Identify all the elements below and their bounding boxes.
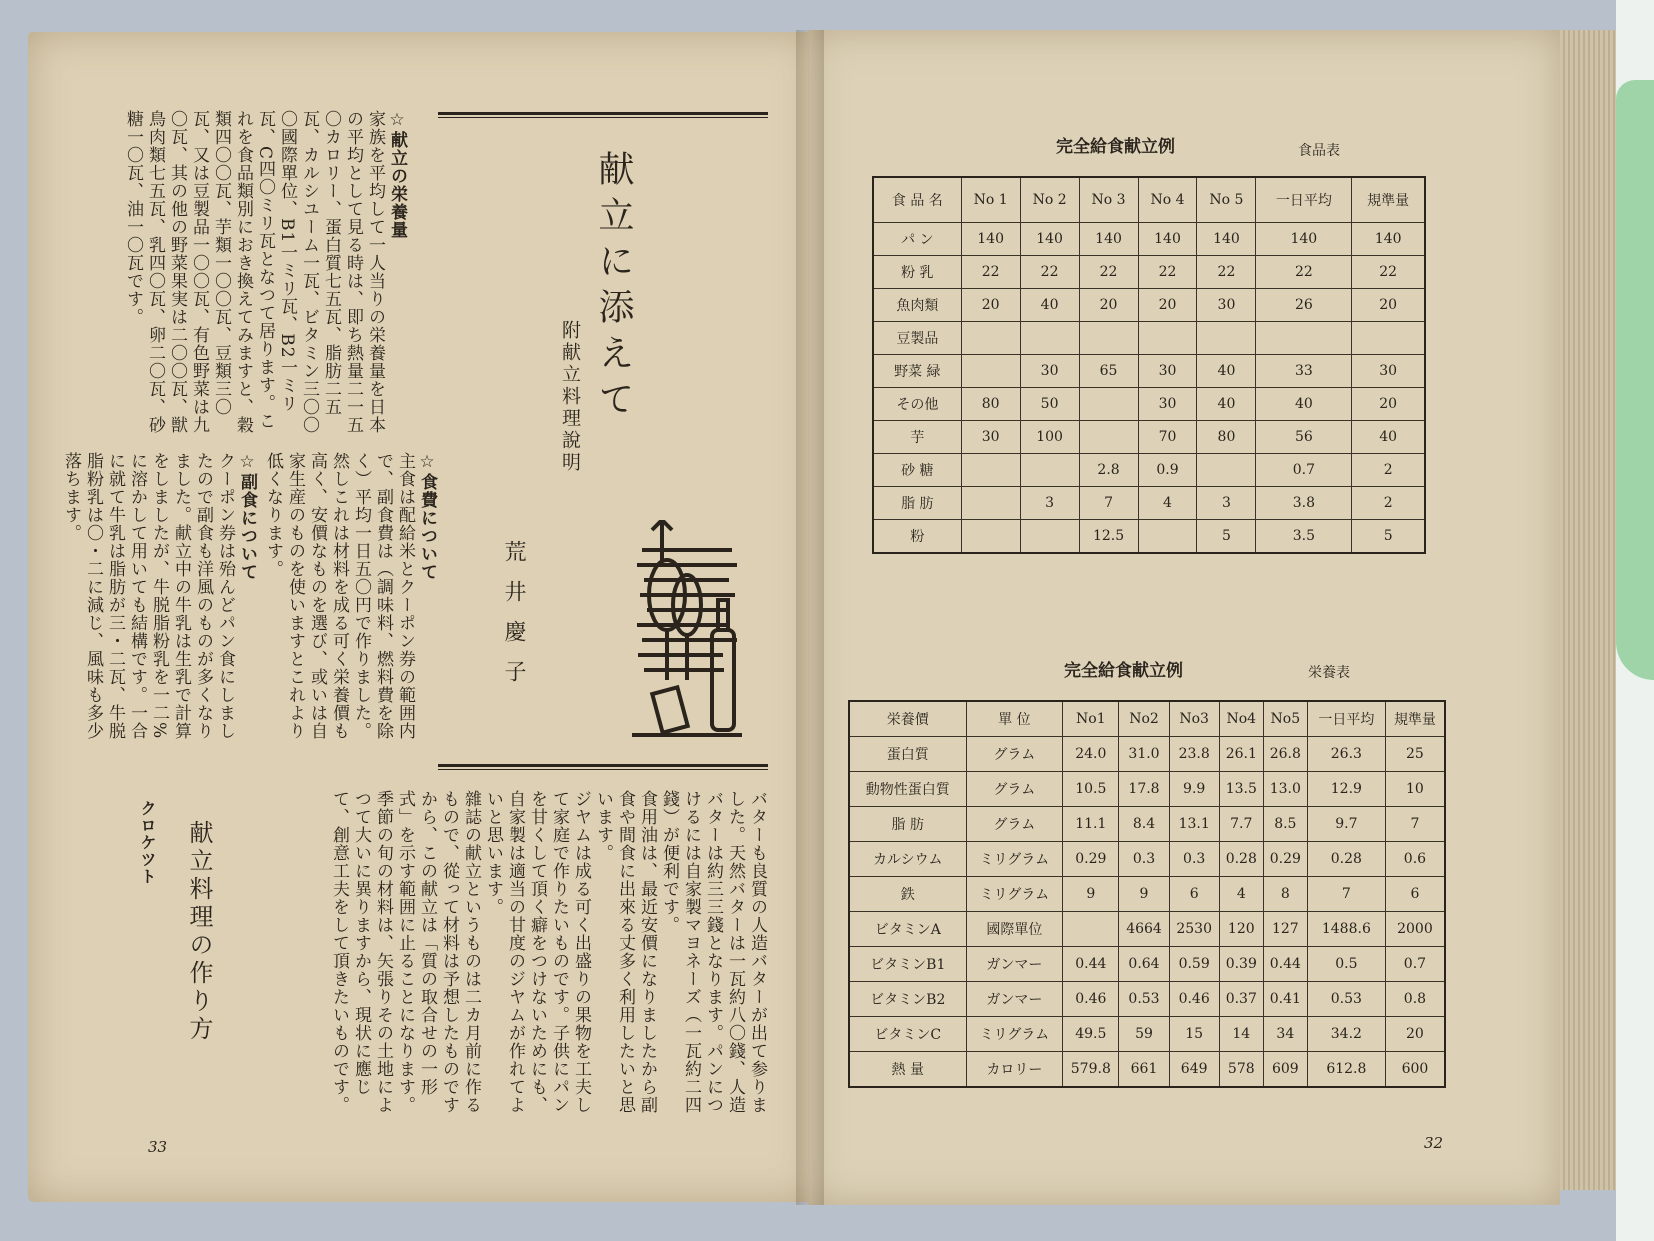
- lower-text-block: [258, 790, 768, 1120]
- recipe-heading: 献立料理の作り方: [185, 820, 213, 1044]
- table-cell: 661: [1119, 1052, 1169, 1088]
- table-row: [849, 1017, 1445, 1052]
- table-cell: 140: [1352, 223, 1425, 256]
- paragraph: ジヤムは成る可く出盛りの果物を工夫して家庭で作りたいものです。子供にパンを甘くして頂く癖をつけないためにも、自家製は適当の甘度のジヤムが作れてよいと思います。: [483, 790, 591, 1114]
- table-cell: 80: [1197, 421, 1256, 454]
- table-cell: 17.8: [1119, 772, 1169, 807]
- table-cell: 8.5: [1263, 807, 1307, 842]
- table-cell: [961, 454, 1020, 487]
- table-header-row: [873, 177, 1425, 223]
- table-cell: [1197, 454, 1256, 487]
- row-label: 砂 糖: [873, 454, 961, 487]
- table-row: [849, 877, 1445, 912]
- table-cell: 8.4: [1119, 807, 1169, 842]
- table-cell: 26: [1256, 289, 1352, 322]
- column-header: No4: [1219, 701, 1263, 737]
- table-cell: 0.46: [1063, 982, 1119, 1017]
- table-cell: 0.46: [1169, 982, 1219, 1017]
- table-cell: ガンマー: [966, 982, 1063, 1017]
- table-cell: ミリグラム: [966, 1017, 1063, 1052]
- table-cell: 20: [1079, 289, 1138, 322]
- table-cell: 13.1: [1169, 807, 1219, 842]
- table-cell: ガンマー: [966, 947, 1063, 982]
- table-cell: 10.5: [1063, 772, 1119, 807]
- table-cell: 5: [1197, 520, 1256, 554]
- table-cell: ミリグラム: [966, 842, 1063, 877]
- table-cell: 國際單位: [966, 912, 1063, 947]
- table-cell: 33: [1256, 355, 1352, 388]
- book-fold: [796, 30, 824, 1205]
- nutrition-table: [848, 700, 1446, 1088]
- section-side-dish: [61, 452, 258, 752]
- column-header: No5: [1263, 701, 1307, 737]
- table-cell: 65: [1079, 355, 1138, 388]
- table-cell: [1020, 520, 1079, 554]
- table-cell: 578: [1219, 1052, 1263, 1088]
- table-cell: 20: [1385, 1017, 1445, 1052]
- row-label: 脂 肪: [849, 807, 966, 842]
- section-text: クーポン券は殆んどパン食にしましたので副食も洋風のものが多くなりました。献立中の牛乳は生乳で計算をしましたが、牛脱脂粉乳を一二%に溶かして用いても結構です。一合に就て牛乳は脂肪が三・二瓦、牛脱脂粉乳は〇・二に減じ、風味も多少落ちます。: [61, 452, 235, 740]
- section-heading: ☆食費について: [417, 452, 437, 581]
- table-cell: グラム: [966, 737, 1063, 772]
- table-row: [873, 289, 1425, 322]
- table-cell: 140: [1256, 223, 1352, 256]
- table-cell: 0.44: [1263, 947, 1307, 982]
- table1-title: 完全給食献立例: [1056, 137, 1175, 157]
- table-cell: 12.9: [1307, 772, 1385, 807]
- table-cell: 20: [961, 289, 1020, 322]
- table-cell: 0.28: [1219, 842, 1263, 877]
- table-cell: 25: [1385, 737, 1445, 772]
- table-cell: 22: [961, 256, 1020, 289]
- table-header-row: [849, 701, 1445, 737]
- table-cell: [1138, 322, 1197, 355]
- column-header: No 2: [1020, 177, 1079, 223]
- table-cell: 30: [961, 421, 1020, 454]
- table-cell: 7.7: [1219, 807, 1263, 842]
- table-cell: 579.8: [1063, 1052, 1119, 1088]
- table-cell: 4: [1138, 487, 1197, 520]
- table-cell: 9.9: [1169, 772, 1219, 807]
- row-label: ビタミンB2: [849, 982, 966, 1017]
- page-edges: [1560, 30, 1616, 1190]
- table-cell: 30: [1138, 388, 1197, 421]
- table-cell: [1063, 912, 1119, 947]
- table-cell: [1079, 322, 1138, 355]
- table-cell: 0.7: [1385, 947, 1445, 982]
- table-cell: 600: [1385, 1052, 1445, 1088]
- table-cell: 100: [1020, 421, 1079, 454]
- table-cell: [1352, 322, 1425, 355]
- row-label: カルシウム: [849, 842, 966, 877]
- table-cell: 2.8: [1079, 454, 1138, 487]
- table-cell: [1138, 520, 1197, 554]
- table-cell: 0.53: [1307, 982, 1385, 1017]
- table-cell: 26.1: [1219, 737, 1263, 772]
- table-cell: [961, 322, 1020, 355]
- column-header: No 4: [1138, 177, 1197, 223]
- table-cell: 22: [1079, 256, 1138, 289]
- column-header: No2: [1119, 701, 1169, 737]
- table-cell: 2530: [1169, 912, 1219, 947]
- table-cell: 120: [1219, 912, 1263, 947]
- table-cell: 140: [961, 223, 1020, 256]
- table-row: [849, 947, 1445, 982]
- table-row: [849, 807, 1445, 842]
- table-cell: 0.29: [1063, 842, 1119, 877]
- table-cell: 9.7: [1307, 807, 1385, 842]
- table-cell: 0.59: [1169, 947, 1219, 982]
- table-cell: [961, 355, 1020, 388]
- column-header: No 3: [1079, 177, 1138, 223]
- table-cell: 26.3: [1307, 737, 1385, 772]
- right-page-number: 32: [1424, 1134, 1444, 1152]
- table-cell: 0.53: [1119, 982, 1169, 1017]
- table-cell: 140: [1079, 223, 1138, 256]
- table-cell: 3.8: [1256, 487, 1352, 520]
- table-cell: 13.0: [1263, 772, 1307, 807]
- table-row: [849, 982, 1445, 1017]
- table-cell: 7: [1079, 487, 1138, 520]
- table-cell: 3.5: [1256, 520, 1352, 554]
- table-cell: 22: [1197, 256, 1256, 289]
- table-cell: 0.3: [1169, 842, 1219, 877]
- column-header: 食 品 名: [873, 177, 961, 223]
- table-cell: 127: [1263, 912, 1307, 947]
- paragraph: バターも良質の人造バターが出て参りました。天然バターは一瓦約八〇錢、人造バターは約三三錢となります。パンにつけるには自家製マヨネーズ（一瓦約二四錢）が便利です。: [659, 790, 767, 1114]
- table-cell: 0.8: [1385, 982, 1445, 1017]
- row-label: 野菜 緑: [873, 355, 961, 388]
- section-nutrition: [118, 110, 408, 440]
- row-label: 芋: [873, 421, 961, 454]
- table-cell: 0.9: [1138, 454, 1197, 487]
- table-cell: 40: [1352, 421, 1425, 454]
- table-cell: グラム: [966, 807, 1063, 842]
- table-cell: 140: [1020, 223, 1079, 256]
- table-cell: 40: [1256, 388, 1352, 421]
- table-cell: 0.5: [1307, 947, 1385, 982]
- table-cell: [1197, 322, 1256, 355]
- row-label: ビタミンA: [849, 912, 966, 947]
- table-cell: 31.0: [1119, 737, 1169, 772]
- table-cell: 22: [1020, 256, 1079, 289]
- table-cell: 30: [1138, 355, 1197, 388]
- table-cell: グラム: [966, 772, 1063, 807]
- table-cell: 14: [1219, 1017, 1263, 1052]
- table-cell: 609: [1263, 1052, 1307, 1088]
- row-label: 蛋白質: [849, 737, 966, 772]
- table-cell: 20: [1138, 289, 1197, 322]
- table-cell: 2: [1352, 454, 1425, 487]
- table-cell: 0.37: [1219, 982, 1263, 1017]
- column-header: 規準量: [1352, 177, 1425, 223]
- row-label: 動物性蛋白質: [849, 772, 966, 807]
- table-cell: 80: [961, 388, 1020, 421]
- section-heading: ☆献立の栄養量: [387, 110, 407, 239]
- table-cell: 23.8: [1169, 737, 1219, 772]
- table-cell: [1079, 388, 1138, 421]
- table-cell: [1020, 454, 1079, 487]
- table-cell: 9: [1063, 877, 1119, 912]
- kitchen-illustration: [632, 520, 752, 750]
- table-cell: 2: [1352, 487, 1425, 520]
- table-cell: 140: [1138, 223, 1197, 256]
- column-header: 一日平均: [1256, 177, 1352, 223]
- table-cell: 56: [1256, 421, 1352, 454]
- row-label: ビタミンC: [849, 1017, 966, 1052]
- table-cell: [961, 487, 1020, 520]
- table-cell: 0.28: [1307, 842, 1385, 877]
- table-cell: [1079, 421, 1138, 454]
- column-header: 單 位: [966, 701, 1063, 737]
- paragraph: 食用油は、最近安價になりましたから副食や間食に出來る丈多く利用したいと思います。: [593, 790, 657, 1114]
- column-header: 規準量: [1385, 701, 1445, 737]
- table-row: [849, 737, 1445, 772]
- table-row: [849, 772, 1445, 807]
- table-cell: 26.8: [1263, 737, 1307, 772]
- table-cell: 40: [1020, 289, 1079, 322]
- table-cell: 0.41: [1263, 982, 1307, 1017]
- table-cell: 612.8: [1307, 1052, 1385, 1088]
- recipe-subheading: クロケツト: [138, 800, 157, 885]
- column-header: 一日平均: [1307, 701, 1385, 737]
- table-cell: ミリグラム: [966, 877, 1063, 912]
- table-cell: 11.1: [1063, 807, 1119, 842]
- table-cell: 40: [1197, 355, 1256, 388]
- column-header: No 5: [1197, 177, 1256, 223]
- table-row: [849, 1052, 1445, 1088]
- column-header: No3: [1169, 701, 1219, 737]
- table-cell: 20: [1352, 388, 1425, 421]
- table-cell: 0.44: [1063, 947, 1119, 982]
- table-cell: 7: [1307, 877, 1385, 912]
- table-cell: 0.29: [1263, 842, 1307, 877]
- table-row: [873, 520, 1425, 554]
- table-cell: 2000: [1385, 912, 1445, 947]
- table2-title: 完全給食献立例: [1064, 661, 1183, 681]
- row-label: 鉄: [849, 877, 966, 912]
- table-cell: [961, 520, 1020, 554]
- table-cell: 12.5: [1079, 520, 1138, 554]
- table-cell: 4664: [1119, 912, 1169, 947]
- section-food-cost: [258, 452, 438, 752]
- table-row: [849, 912, 1445, 947]
- table-cell: 649: [1169, 1052, 1219, 1088]
- table-cell: 6: [1169, 877, 1219, 912]
- column-header: No 1: [961, 177, 1020, 223]
- column-header: 栄養價: [849, 701, 966, 737]
- table-cell: 0.64: [1119, 947, 1169, 982]
- table-row: [849, 842, 1445, 877]
- title-rule-top: [438, 112, 768, 118]
- section-text: 主食は配給米とクーポン券の範囲内で、副食費は（調味料、燃料費を除く）平均一日五〇円で作りました。然しこれは材料を成る可く栄養價も高く、安價なものを選び、或いは自家生産のものを使いますとこれより低くなります。: [263, 452, 415, 740]
- table-cell: 0.39: [1219, 947, 1263, 982]
- table-cell: 22: [1138, 256, 1197, 289]
- paragraph: 雜誌の献立というものは二カ月前に作るもので、從って材料は予想したものですから、この献立は「質の取合せの一形式」を示す範囲に止ることになります。季節の旬の材料は、矢張りその土地によつて大いに異りますから、現状に應じて、創意工夫をして頂きたいものです。: [329, 790, 481, 1114]
- table2-label: 栄養表: [1308, 665, 1350, 681]
- table-cell: 49.5: [1063, 1017, 1119, 1052]
- table-row: [873, 322, 1425, 355]
- table1-label: 食品表: [1298, 143, 1340, 159]
- left-page-number: 33: [148, 1138, 168, 1156]
- table-cell: 9: [1119, 877, 1169, 912]
- food-table: [872, 176, 1426, 554]
- table-cell: 50: [1020, 388, 1079, 421]
- table-cell: 0.7: [1256, 454, 1352, 487]
- table-cell: カロリー: [966, 1052, 1063, 1088]
- article-title: 献立に添えて: [593, 150, 634, 426]
- table-row: [873, 355, 1425, 388]
- table-cell: 0.6: [1385, 842, 1445, 877]
- row-label: 魚肉類: [873, 289, 961, 322]
- table-cell: 5: [1352, 520, 1425, 554]
- table-cell: 30: [1197, 289, 1256, 322]
- green-page-edge: [1616, 80, 1654, 680]
- table-cell: 24.0: [1063, 737, 1119, 772]
- table-cell: 6: [1385, 877, 1445, 912]
- table-cell: 3: [1020, 487, 1079, 520]
- row-label: 豆製品: [873, 322, 961, 355]
- table-cell: 22: [1256, 256, 1352, 289]
- table-cell: 10: [1385, 772, 1445, 807]
- table-cell: 30: [1020, 355, 1079, 388]
- row-label: パ ン: [873, 223, 961, 256]
- article-subtitle: 附献立料理說明: [559, 320, 581, 474]
- row-label: 熱 量: [849, 1052, 966, 1088]
- table-cell: 22: [1352, 256, 1425, 289]
- table-cell: 0.3: [1119, 842, 1169, 877]
- table-cell: 3: [1197, 487, 1256, 520]
- table-cell: 8: [1263, 877, 1307, 912]
- title-rule-bottom: [438, 764, 768, 770]
- article-author: 荒井慶子: [501, 540, 526, 700]
- section-heading: ☆副食について: [237, 452, 257, 581]
- row-label: 脂 肪: [873, 487, 961, 520]
- table-row: [873, 487, 1425, 520]
- table-cell: 70: [1138, 421, 1197, 454]
- table-cell: 13.5: [1219, 772, 1263, 807]
- row-label: その他: [873, 388, 961, 421]
- table-row: [873, 256, 1425, 289]
- table-cell: 40: [1197, 388, 1256, 421]
- table-row: [873, 454, 1425, 487]
- table-row: [873, 421, 1425, 454]
- table-cell: 7: [1385, 807, 1445, 842]
- table-cell: 140: [1197, 223, 1256, 256]
- table-cell: 30: [1352, 355, 1425, 388]
- row-label: 粉 乳: [873, 256, 961, 289]
- table-cell: [1256, 322, 1352, 355]
- table-cell: 15: [1169, 1017, 1219, 1052]
- row-label: ビタミンB1: [849, 947, 966, 982]
- table-cell: [1020, 322, 1079, 355]
- table-cell: 59: [1119, 1017, 1169, 1052]
- section-text: 家族を平均して一人当りの栄養量を日本の平均として見る時は、即ち熱量二一五〇カロリー、蛋白質七五瓦、脂肪二五瓦、カルシユーム一瓦、ビタミン三〇〇〇國際單位、B1一ミリ瓦、B2一ミリ瓦、C四〇ミリ瓦となつて居ります。これを食品類別におき換えてみますと、穀類四〇〇瓦、芋類一〇〇瓦、豆類三〇瓦、又は豆製品一〇〇瓦、有色野菜は九〇瓦、其の他の野菜果実は二〇〇瓦、獣鳥肉類七五瓦、乳四〇瓦、卵二〇瓦、砂糖一〇瓦、油一〇瓦です。: [123, 110, 385, 434]
- table-cell: 4: [1219, 877, 1263, 912]
- table-cell: 1488.6: [1307, 912, 1385, 947]
- table-row: [873, 223, 1425, 256]
- table-cell: 20: [1352, 289, 1425, 322]
- row-label: 粉: [873, 520, 961, 554]
- column-header: No1: [1063, 701, 1119, 737]
- table-row: [873, 388, 1425, 421]
- table-cell: 34.2: [1307, 1017, 1385, 1052]
- table-cell: 34: [1263, 1017, 1307, 1052]
